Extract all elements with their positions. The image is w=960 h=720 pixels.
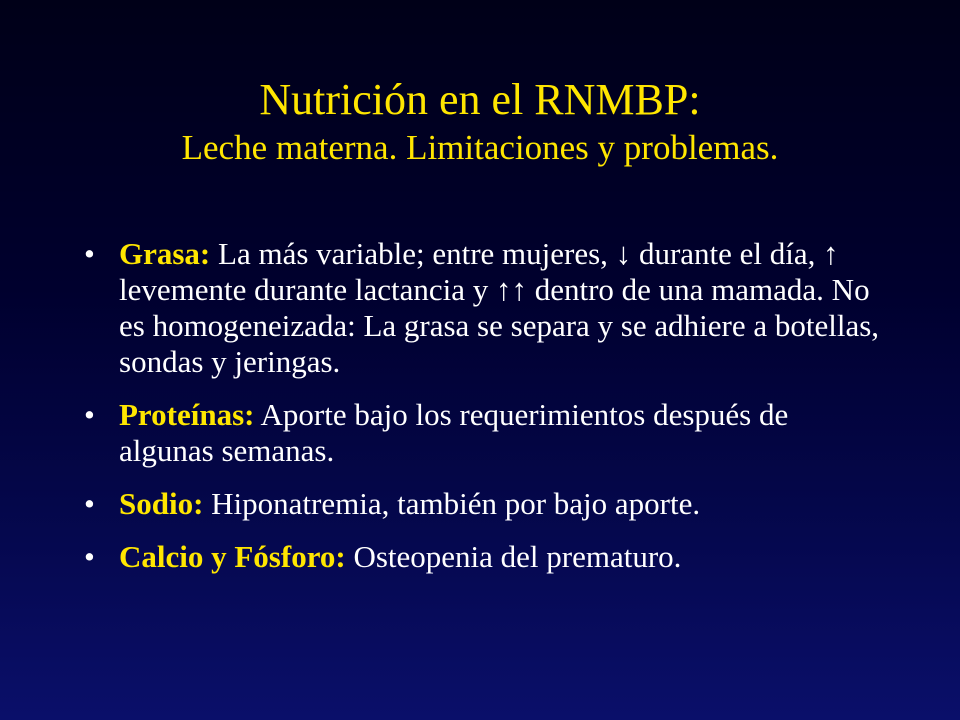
bullet-text: dentro de una mamada. No es homogeneizada: La grasa se separa y se adhiere a botellas, sondas y jeringas. bbox=[119, 272, 880, 379]
arrow-down-icon: ↓ bbox=[615, 236, 632, 271]
bullet-item-sodio bbox=[84, 486, 884, 522]
double-arrow-up-icon: ↑↑ bbox=[495, 272, 527, 307]
bullet-text: Osteopenia del prematuro. bbox=[345, 539, 682, 574]
title-block bbox=[40, 74, 920, 170]
bullet-text: Aporte bajo los requerimientos después de algunas semanas. bbox=[119, 397, 789, 468]
bullet-item-proteinas bbox=[84, 397, 884, 469]
bullet-term: Grasa: bbox=[119, 236, 211, 271]
slide-subtitle: Leche materna. Limitaciones y problemas. bbox=[181, 128, 779, 167]
bullet-text: levemente durante lactancia y bbox=[119, 272, 496, 307]
arrow-up-icon: ↑ bbox=[823, 236, 839, 271]
bullet-list bbox=[84, 236, 884, 592]
bullet-text: La más variable; entre mujeres, bbox=[210, 236, 616, 271]
bullet-icon: • bbox=[84, 397, 95, 432]
bullet-item-calcio-fosforo bbox=[84, 539, 884, 575]
bullet-term: Sodio: bbox=[119, 486, 204, 521]
bullet-term: Proteínas: bbox=[119, 397, 255, 432]
bullet-icon: • bbox=[84, 539, 95, 574]
slide-title: Nutrición en el RNMBP: bbox=[259, 75, 701, 124]
bullet-icon: • bbox=[84, 236, 95, 271]
bullet-text: Hiponatremia, también por bajo aporte. bbox=[203, 486, 701, 521]
bullet-icon: • bbox=[84, 486, 95, 521]
bullet-term: Calcio y Fósforo: bbox=[119, 539, 346, 574]
bullet-text: durante el día, bbox=[631, 236, 824, 271]
bullet-item-grasa bbox=[84, 236, 884, 380]
